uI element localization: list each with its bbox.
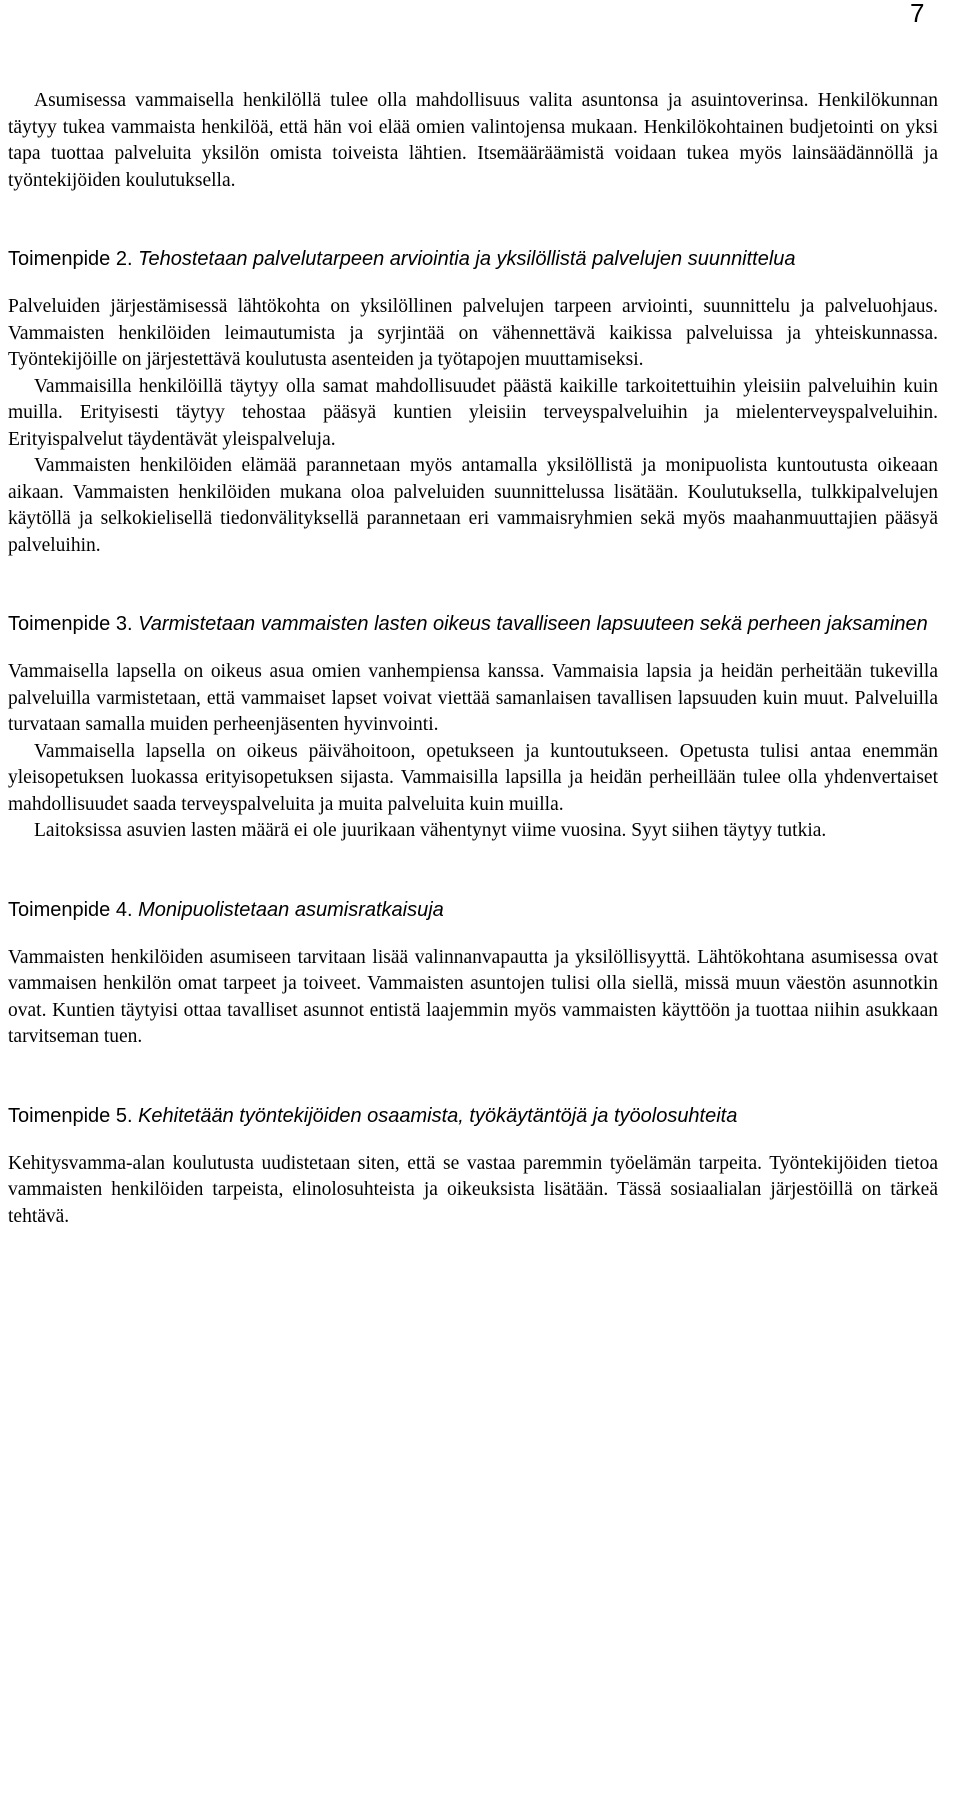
section-toimenpide-4 xyxy=(8,897,938,1051)
section-paragraph: Vammaisella lapsella on oikeus asua omien vanhempiensa kanssa. Vammaisia lapsia ja heidän perheitään tukevilla palveluilla varmistetaan, että vammaiset lapset voivat viettää samanlaisen tavallisen lapsuuden kuin muut. Palveluilla turvataan samalla muiden perheenjäsenten hyvinvointi. xyxy=(8,661,938,735)
section-toimenpide-3 xyxy=(8,611,938,845)
section-paragraph: Vammaisella lapsella on oikeus päivähoitoon, opetukseen ja kuntoutukseen. Opetusta tulisi antaa enemmän yleisopetuksen luokassa erityisopetuksen sijasta. Vammaisilla lapsilla ja heidän perheillään tulee olla yhdenvertaiset mahdollisuudet saada terveyspalveluita ja muita palveluita kuin muilla. xyxy=(8,740,938,815)
section-paragraph: Vammaisilla henkilöillä täytyy olla samat mahdollisuudet päästä kaikille tarkoitettuihin yleisiin palveluihin kuin muilla. Erityisesti täytyy tehostaa pääsyä kuntien yleisiin terveyspalveluihin ja mielenterveyspalveluihin. Erityispalvelut täydentävät yleispalveluja. xyxy=(8,375,938,450)
section-title: Varmistetaan vammaisten lasten oikeus tavalliseen lapsuuteen sekä perheen jaksaminen xyxy=(138,613,928,635)
page-number: 7 xyxy=(910,0,925,28)
section-title: Tehostetaan palvelutarpeen arviointia ja yksilöllistä palvelujen suunnittelua xyxy=(138,248,796,270)
intro-paragraph: Asumisessa vammaisella henkilöllä tulee olla mahdollisuus valita asuntonsa ja asuintoverinsa. Henkilökunnan täytyy tukea vammaista henkilöä, että hän voi elää omien valintojensa mukaan. Henkilökohtainen budjetointi on yksi tapa tuottaa palveluita yksilön omista toiveista lähtien. Itsemääräämistä voidaan tukea myös lainsäädännöllä ja työntekijöiden koulutuksella. xyxy=(8,90,938,191)
section-title: Monipuolistetaan asumisratkaisuja xyxy=(138,898,444,921)
section-paragraph: Kehitysvamma-alan koulutusta uudistetaan siten, että se vastaa paremmin työelämän tarpeita. Työntekijöiden tietoa vammaisten henkilöiden tarpeista, elinolosuhteista ja oikeuksista lisätään. Tässä sosiaalialan järjestöillä on tärkeä tehtävä. xyxy=(8,1152,938,1227)
section-label: Toimenpide 5. xyxy=(8,1104,133,1127)
document-body xyxy=(8,88,938,1230)
section-label: Toimenpide 2. xyxy=(8,248,133,270)
section-paragraph: Laitoksissa asuvien lasten määrä ei ole juurikaan vähentynyt viime vuosina. Syyt siihen täytyy tutkia. xyxy=(34,820,827,841)
section-toimenpide-2 xyxy=(8,246,938,559)
section-label: Toimenpide 3. xyxy=(8,613,133,635)
section-paragraph: Vammaisten henkilöiden elämää parannetaan myös antamalla yksilöllistä ja monipuolista kuntoutusta oikeaan aikaan. Vammaisten henkilöiden mukana oloa palveluiden suunnittelussa lisätään. Koulutuksella, tulkkipalvelujen käytöllä ja selkokielisellä tiedonvälityksellä parannetaan eri vammaisryhmien sekä myös maahanmuuttajien pääsyä palveluihin. xyxy=(8,455,938,556)
section-heading xyxy=(8,246,938,272)
section-toimenpide-5 xyxy=(8,1103,938,1231)
section-label: Toimenpide 4. xyxy=(8,898,133,921)
section-heading xyxy=(8,897,938,923)
section-title: Kehitetään työntekijöiden osaamista, työkäytäntöjä ja työolosuhteita xyxy=(138,1104,738,1127)
section-paragraph: Vammaisten henkilöiden asumiseen tarvitaan lisää valinnanvapautta ja yksilöllisyyttä. Lähtökohtana asumisessa ovat vammaisen henkilön omat tarpeet ja toiveet. Vammaisten asuntojen tulisi olla siellä, missä muun väestön asunnotkin ovat. Kuntien täytyisi ottaa tavalliset asunnot entistä laajemmin myös vammaisten käyttöön ja tuottaa niihin asukkaan tarvitseman tuen. xyxy=(8,946,938,1047)
section-heading xyxy=(8,611,938,637)
section-paragraph: Palveluiden järjestämisessä lähtökohta on yksilöllinen palvelujen tarpeen arviointi, suunnittelu ja palveluohjaus. Vammaisten henkilöiden leimautumista ja syrjintää on vähennettävä kaikissa palveluissa ja yhteiskunnassa. Työntekijöille on järjestettävä koulutusta asenteiden ja työtapojen muuttamiseksi. xyxy=(8,296,938,370)
section-heading xyxy=(8,1103,938,1129)
